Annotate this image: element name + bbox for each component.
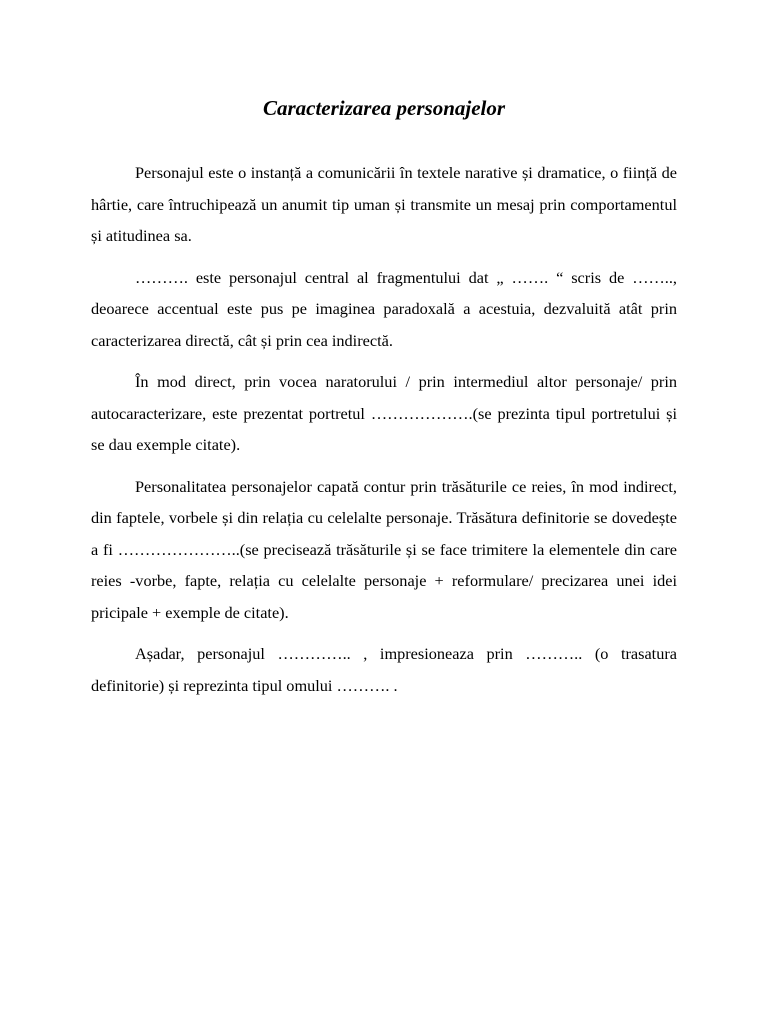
paragraph-1: Personajul este o instanță a comunicării în textele narative și dramatice, o ființă de hârtie, care întruchipează un anumit tip uman și transmite un mesaj prin comportamentul și atitudinea sa. xyxy=(91,163,677,245)
paragraph-5: Așadar, personajul ………….. , impresioneaza prin ……….. (o trasatura definitorie) și reprezinta tipul omului ………. . xyxy=(91,644,677,695)
paragraph-2: ………. este personajul central al fragmentului dat „ ……. “ scris de …….., deoarece accentual este pus pe imaginea paradoxală a acestuia, dezvaluită atât prin caracterizarea directă, cât și prin cea indirectă. xyxy=(91,267,677,350)
document-body xyxy=(91,157,677,711)
document-title: Caracterizarea personajelor xyxy=(262,96,506,120)
paragraph-3: În mod direct, prin vocea naratorului / prin intermediul altor personaje/ prin autocaracterizare, este prezentat portretul ……………….(se prezinta tipul portretului și se dau exemple citate). xyxy=(91,372,677,454)
paragraph-4: Personalitatea personajelor capată contur prin trăsăturile ce reies, în mod indirect, din faptele, vorbele și din relația cu celelalte personaje. Trăsătura definitorie se dovedește a fi …………………..(se precisează trăsăturile și se face trimitere la elementele din care reies -vorbe, fapte, relația cu celelalte personaje + reformulare/ precizarea unei idei pricipale + exemple de citate). xyxy=(91,476,677,622)
